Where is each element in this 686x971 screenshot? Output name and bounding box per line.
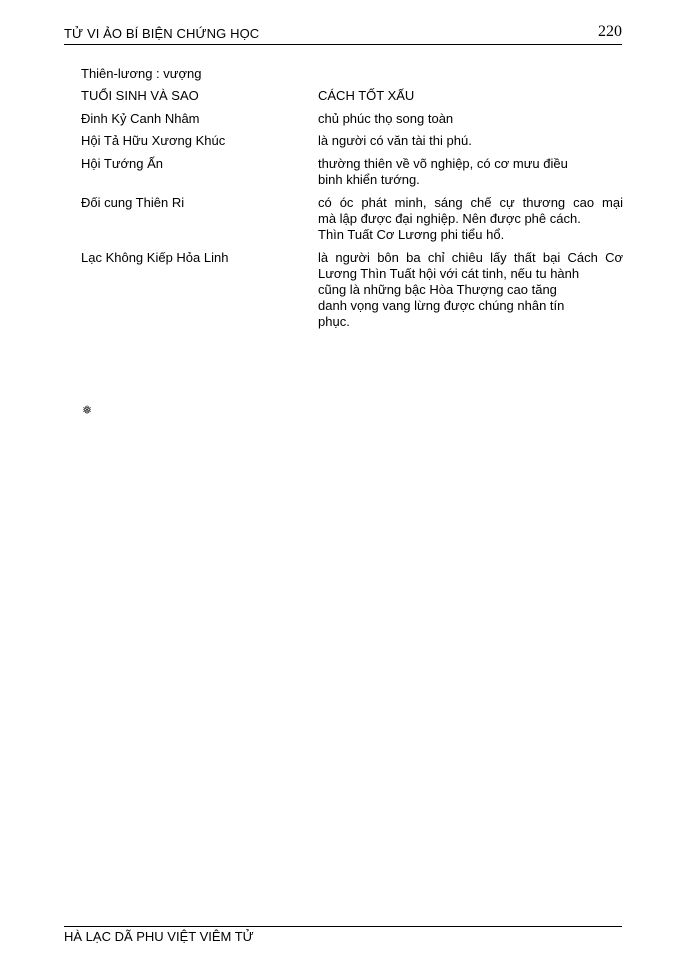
row-interpretation <box>318 195 623 250</box>
page-header <box>64 24 622 45</box>
row-interpretation <box>318 133 623 156</box>
table-row <box>81 250 623 338</box>
interpretation-line: có óc phát minh, sáng chế cự thương cao mại <box>318 195 623 210</box>
page-footer <box>64 926 622 944</box>
table-header-row <box>81 88 623 111</box>
interpretation-line: cũng là những bậc Hòa Thượng cao tăng <box>318 282 557 297</box>
row-interpretation <box>318 250 623 338</box>
snowflake-ornament-icon: ❅ <box>82 403 93 417</box>
page-number: 220 <box>598 23 622 40</box>
interpretation-line: chủ phúc thọ song toàn <box>318 111 454 126</box>
interpretation-line: danh vọng vang lừng được chúng nhân tín <box>318 298 565 313</box>
row-condition: Hội Tướng Ấn <box>81 156 164 171</box>
row-condition: Đinh Kỷ Canh Nhâm <box>81 111 200 126</box>
row-condition: Lạc Không Kiếp Hỏa Linh <box>81 250 229 265</box>
column-header-birth-stars: TUỔI SINH VÀ SAO <box>81 88 199 103</box>
table-row <box>81 195 623 250</box>
fortune-table <box>81 88 623 338</box>
interpretation-line: binh khiển tướng. <box>318 172 420 187</box>
table-row <box>81 133 623 156</box>
interpretation-line: thường thiên về võ nghiệp, có cơ mưu điều <box>318 156 568 171</box>
interpretation-line: Lương Thìn Tuất hội với cát tinh, nếu tu hành <box>318 266 580 281</box>
row-interpretation <box>318 111 623 133</box>
row-condition: Hội Tả Hữu Xương Khúc <box>81 133 226 148</box>
column-header-fortune: CÁCH TỐT XẤU <box>318 88 415 103</box>
interpretation-line: phục. <box>318 314 350 329</box>
table-row <box>81 156 623 195</box>
row-interpretation <box>318 156 623 195</box>
interpretation-line: là người bôn ba chỉ chiêu lấy thất bại Cách Cơ <box>318 250 623 265</box>
table-row <box>81 111 623 133</box>
row-condition: Đối cung Thiên Ri <box>81 195 185 210</box>
interpretation-line: Thìn Tuất Cơ Lương phi tiểu hổ. <box>318 227 505 242</box>
section-subtitle: Thiên-lương : vượng <box>81 66 202 81</box>
interpretation-line: là người có văn tài thi phú. <box>318 133 472 148</box>
interpretation-line: mà lập được đại nghiệp. Nên được phê cách. <box>318 211 581 226</box>
footer-title: HÀ LẠC DÃ PHU VIỆT VIÊM TỬ <box>64 929 254 944</box>
header-title: TỬ VI ẢO BÍ BIỆN CHỨNG HỌC <box>64 26 260 41</box>
